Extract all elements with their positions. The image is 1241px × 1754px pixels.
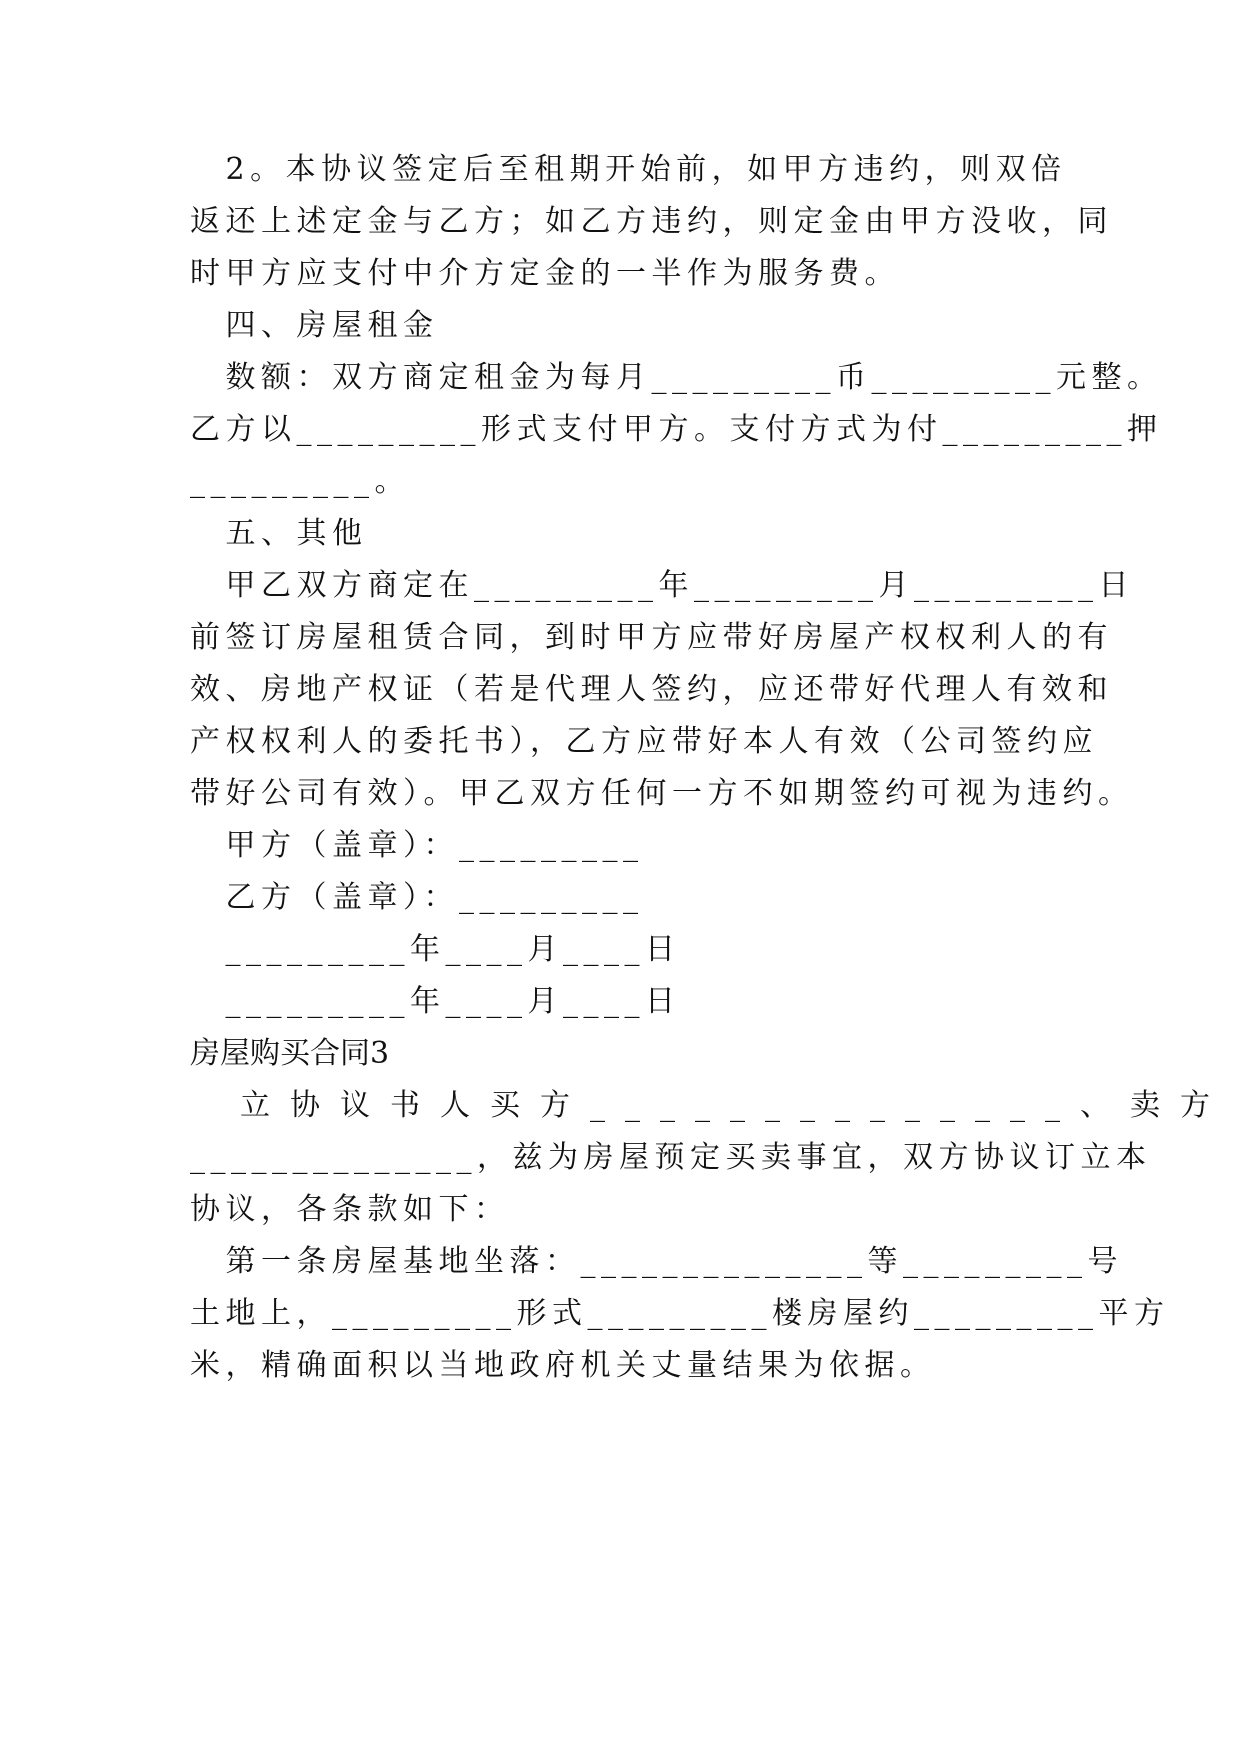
text-line: 第一条房屋基地坐落：______________等_________号: [190, 1244, 1123, 1279]
text-line: _________。: [190, 464, 410, 499]
document-title: 房屋购买合同3: [190, 1036, 390, 1071]
text-line: 乙方以_________形式支付甲方。支付方式为付_________押: [190, 412, 1163, 447]
signature-line-party-b: 乙方（盖章）：_________: [190, 880, 644, 915]
text-line: 返还上述定金与乙方；如乙方违约，则定金由甲方没收，同: [190, 204, 1113, 239]
signature-line-party-a: 甲方（盖章）：_________: [190, 828, 644, 863]
text-line: 协议，各条款如下：: [190, 1192, 510, 1227]
text-line: 产权权利人的委托书），乙方应带好本人有效（公司签约应: [190, 724, 1098, 759]
section-heading: 五、其他: [190, 516, 368, 551]
date-line: _________年____月____日: [190, 984, 681, 1019]
text-line: 米，精确面积以当地政府机关丈量结果为依据。: [190, 1348, 936, 1383]
text-line: 前签订房屋租赁合同，到时甲方应带好房屋产权权利人的有: [190, 620, 1113, 655]
text-line: 时甲方应支付中介方定金的一半作为服务费。: [190, 256, 900, 291]
text-line: ______________，兹为房屋预定买卖事宜，双方协议订立本: [190, 1140, 1152, 1175]
text-line: 2。本协议签定后至租期开始前，如甲方违约，则双倍: [190, 152, 1067, 187]
text-line: 甲乙双方商定在_________年_________月_________日: [190, 568, 1134, 603]
text-line: 立协议书人买方______________、卖方: [190, 1088, 1230, 1123]
section-heading: 四、房屋租金: [190, 308, 439, 343]
text-line: 效、房地产权证（若是代理人签约，应还带好代理人有效和: [190, 672, 1113, 707]
text-line: 带好公司有效）。甲乙双方任何一方不如期签约可视为违约。: [190, 776, 1134, 811]
text-line: 土地上，_________形式_________楼房屋约_________平方: [190, 1296, 1170, 1331]
text-line: 数额：双方商定租金为每月_________币_________元整。: [190, 360, 1163, 395]
date-line: _________年____月____日: [190, 932, 681, 967]
